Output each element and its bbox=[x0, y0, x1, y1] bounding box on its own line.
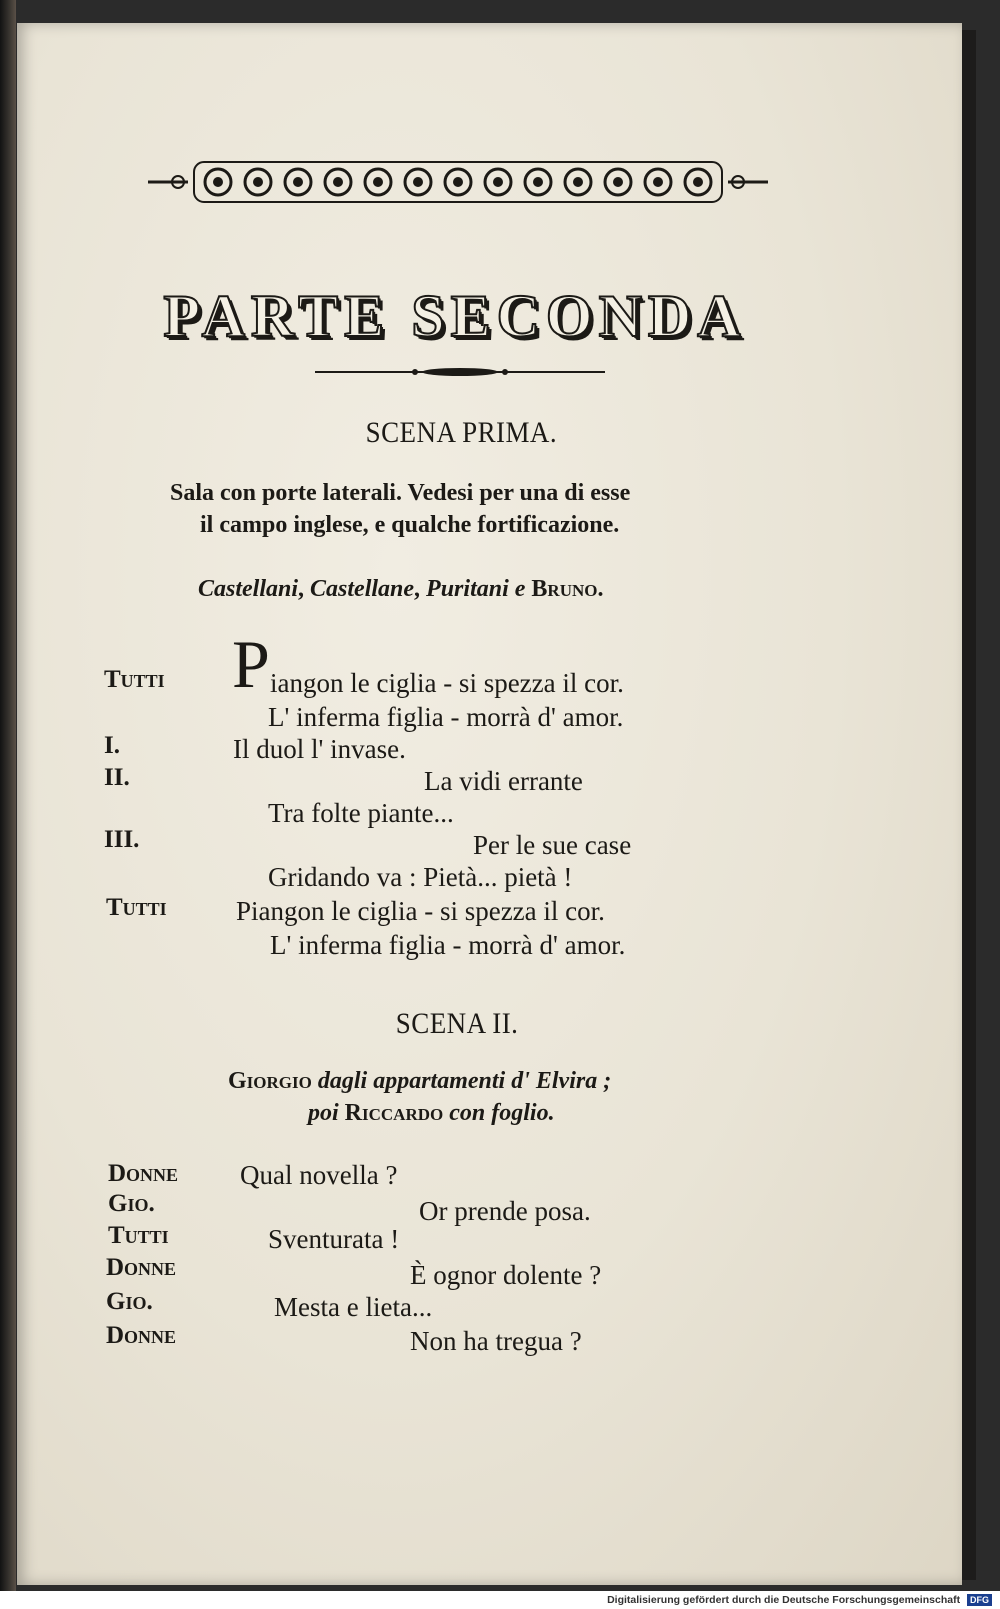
ornament-dot bbox=[613, 177, 623, 187]
ornament-band bbox=[148, 156, 768, 208]
speaker-label: Donne bbox=[106, 1254, 177, 1281]
drop-cap: P bbox=[232, 626, 270, 702]
ornament-dot bbox=[293, 177, 303, 187]
scene-2-stage-line-1 bbox=[228, 1068, 611, 1095]
verse-line: Mesta e lieta... bbox=[274, 1292, 433, 1322]
speaker-label: I. bbox=[104, 732, 120, 759]
verse-line: Il duol l' invase. bbox=[233, 734, 406, 764]
speaker-label: Tutti bbox=[104, 666, 165, 693]
stage-giorgio: Giorgio bbox=[228, 1068, 312, 1094]
speaker-label: Donne bbox=[108, 1160, 179, 1187]
verse-line: Piangon le ciglia - si spezza il cor. bbox=[236, 896, 605, 926]
stage-riccardo: Riccardo bbox=[344, 1100, 444, 1126]
scene-1-characters: Castellani, Castellane, Puritani e Bruno. bbox=[198, 576, 604, 602]
stage-poi: poi bbox=[308, 1100, 339, 1126]
speaker-label: III. bbox=[104, 826, 140, 853]
dfg-logo: DFG bbox=[967, 1594, 992, 1606]
page-title: PARTE SECONDA bbox=[163, 283, 747, 349]
verse-line: Tra folte piante... bbox=[268, 798, 454, 828]
speaker-label: Gio. bbox=[106, 1288, 153, 1315]
speaker-label: II. bbox=[104, 764, 130, 791]
footer-text: Digitalisierung gefördert durch die Deutsche Forschungsgemeinschaft bbox=[607, 1594, 961, 1606]
speaker-label: Tutti bbox=[108, 1222, 169, 1249]
ornament-dot bbox=[213, 177, 223, 187]
verse-line: L' inferma figlia - morrà d' amor. bbox=[268, 702, 624, 732]
verse-line: Or prende posa. bbox=[419, 1196, 591, 1226]
footer-credit bbox=[0, 1591, 1000, 1609]
scene-1-stage-line-2: il campo inglese, e qualche fortificazione. bbox=[200, 512, 620, 538]
stage-appartamenti: dagli appartamenti d' Elvira ; bbox=[317, 1068, 612, 1094]
speaker-label: Tutti bbox=[106, 894, 167, 921]
characters-castellani: Castellani bbox=[198, 576, 299, 602]
title-rule bbox=[315, 364, 605, 380]
speaker-label: Gio. bbox=[108, 1190, 155, 1217]
scene-2-stage-line-2 bbox=[308, 1100, 555, 1127]
characters-puritani: Puritani bbox=[426, 576, 509, 602]
ornament-dot bbox=[533, 177, 543, 187]
scene-2-heading: SCENA II. bbox=[395, 1007, 519, 1040]
verse-line: Non ha tregua ? bbox=[410, 1326, 582, 1356]
ornament-dot bbox=[373, 177, 383, 187]
stage-con-foglio: con foglio. bbox=[449, 1100, 555, 1126]
verse-line: È ognor dolente ? bbox=[410, 1260, 602, 1290]
verse-line: La vidi errante bbox=[424, 766, 583, 796]
scene-1-stage-line-1: Sala con porte laterali. Vedesi per una di esse bbox=[170, 480, 631, 506]
ornament-dot bbox=[573, 177, 583, 187]
verse-line: Per le sue case bbox=[473, 830, 632, 860]
verse-line: Qual novella ? bbox=[240, 1160, 398, 1190]
verse-line: Sventurata ! bbox=[268, 1224, 400, 1254]
verse-line: iangon le ciglia - si spezza il cor. bbox=[270, 668, 624, 698]
characters-and: e bbox=[514, 576, 526, 602]
characters-bruno: Bruno. bbox=[531, 576, 604, 602]
ornament-dot bbox=[693, 177, 703, 187]
ornament-dot bbox=[493, 177, 503, 187]
verse-line: Gridando va : Pietà... pietà ! bbox=[268, 862, 573, 892]
speaker-label: Donne bbox=[106, 1322, 177, 1349]
ornament-dot bbox=[653, 177, 663, 187]
ornament-dot bbox=[413, 177, 423, 187]
page-edge bbox=[962, 30, 976, 1580]
characters-castellane: Castellane bbox=[310, 576, 415, 602]
ornament-dot bbox=[453, 177, 463, 187]
scene-1-heading: SCENA PRIMA. bbox=[365, 416, 558, 449]
verse-line: L' inferma figlia - morrà d' amor. bbox=[270, 930, 626, 960]
ornament-dot bbox=[333, 177, 343, 187]
book-spine bbox=[0, 0, 16, 1591]
ornament-dot bbox=[253, 177, 263, 187]
